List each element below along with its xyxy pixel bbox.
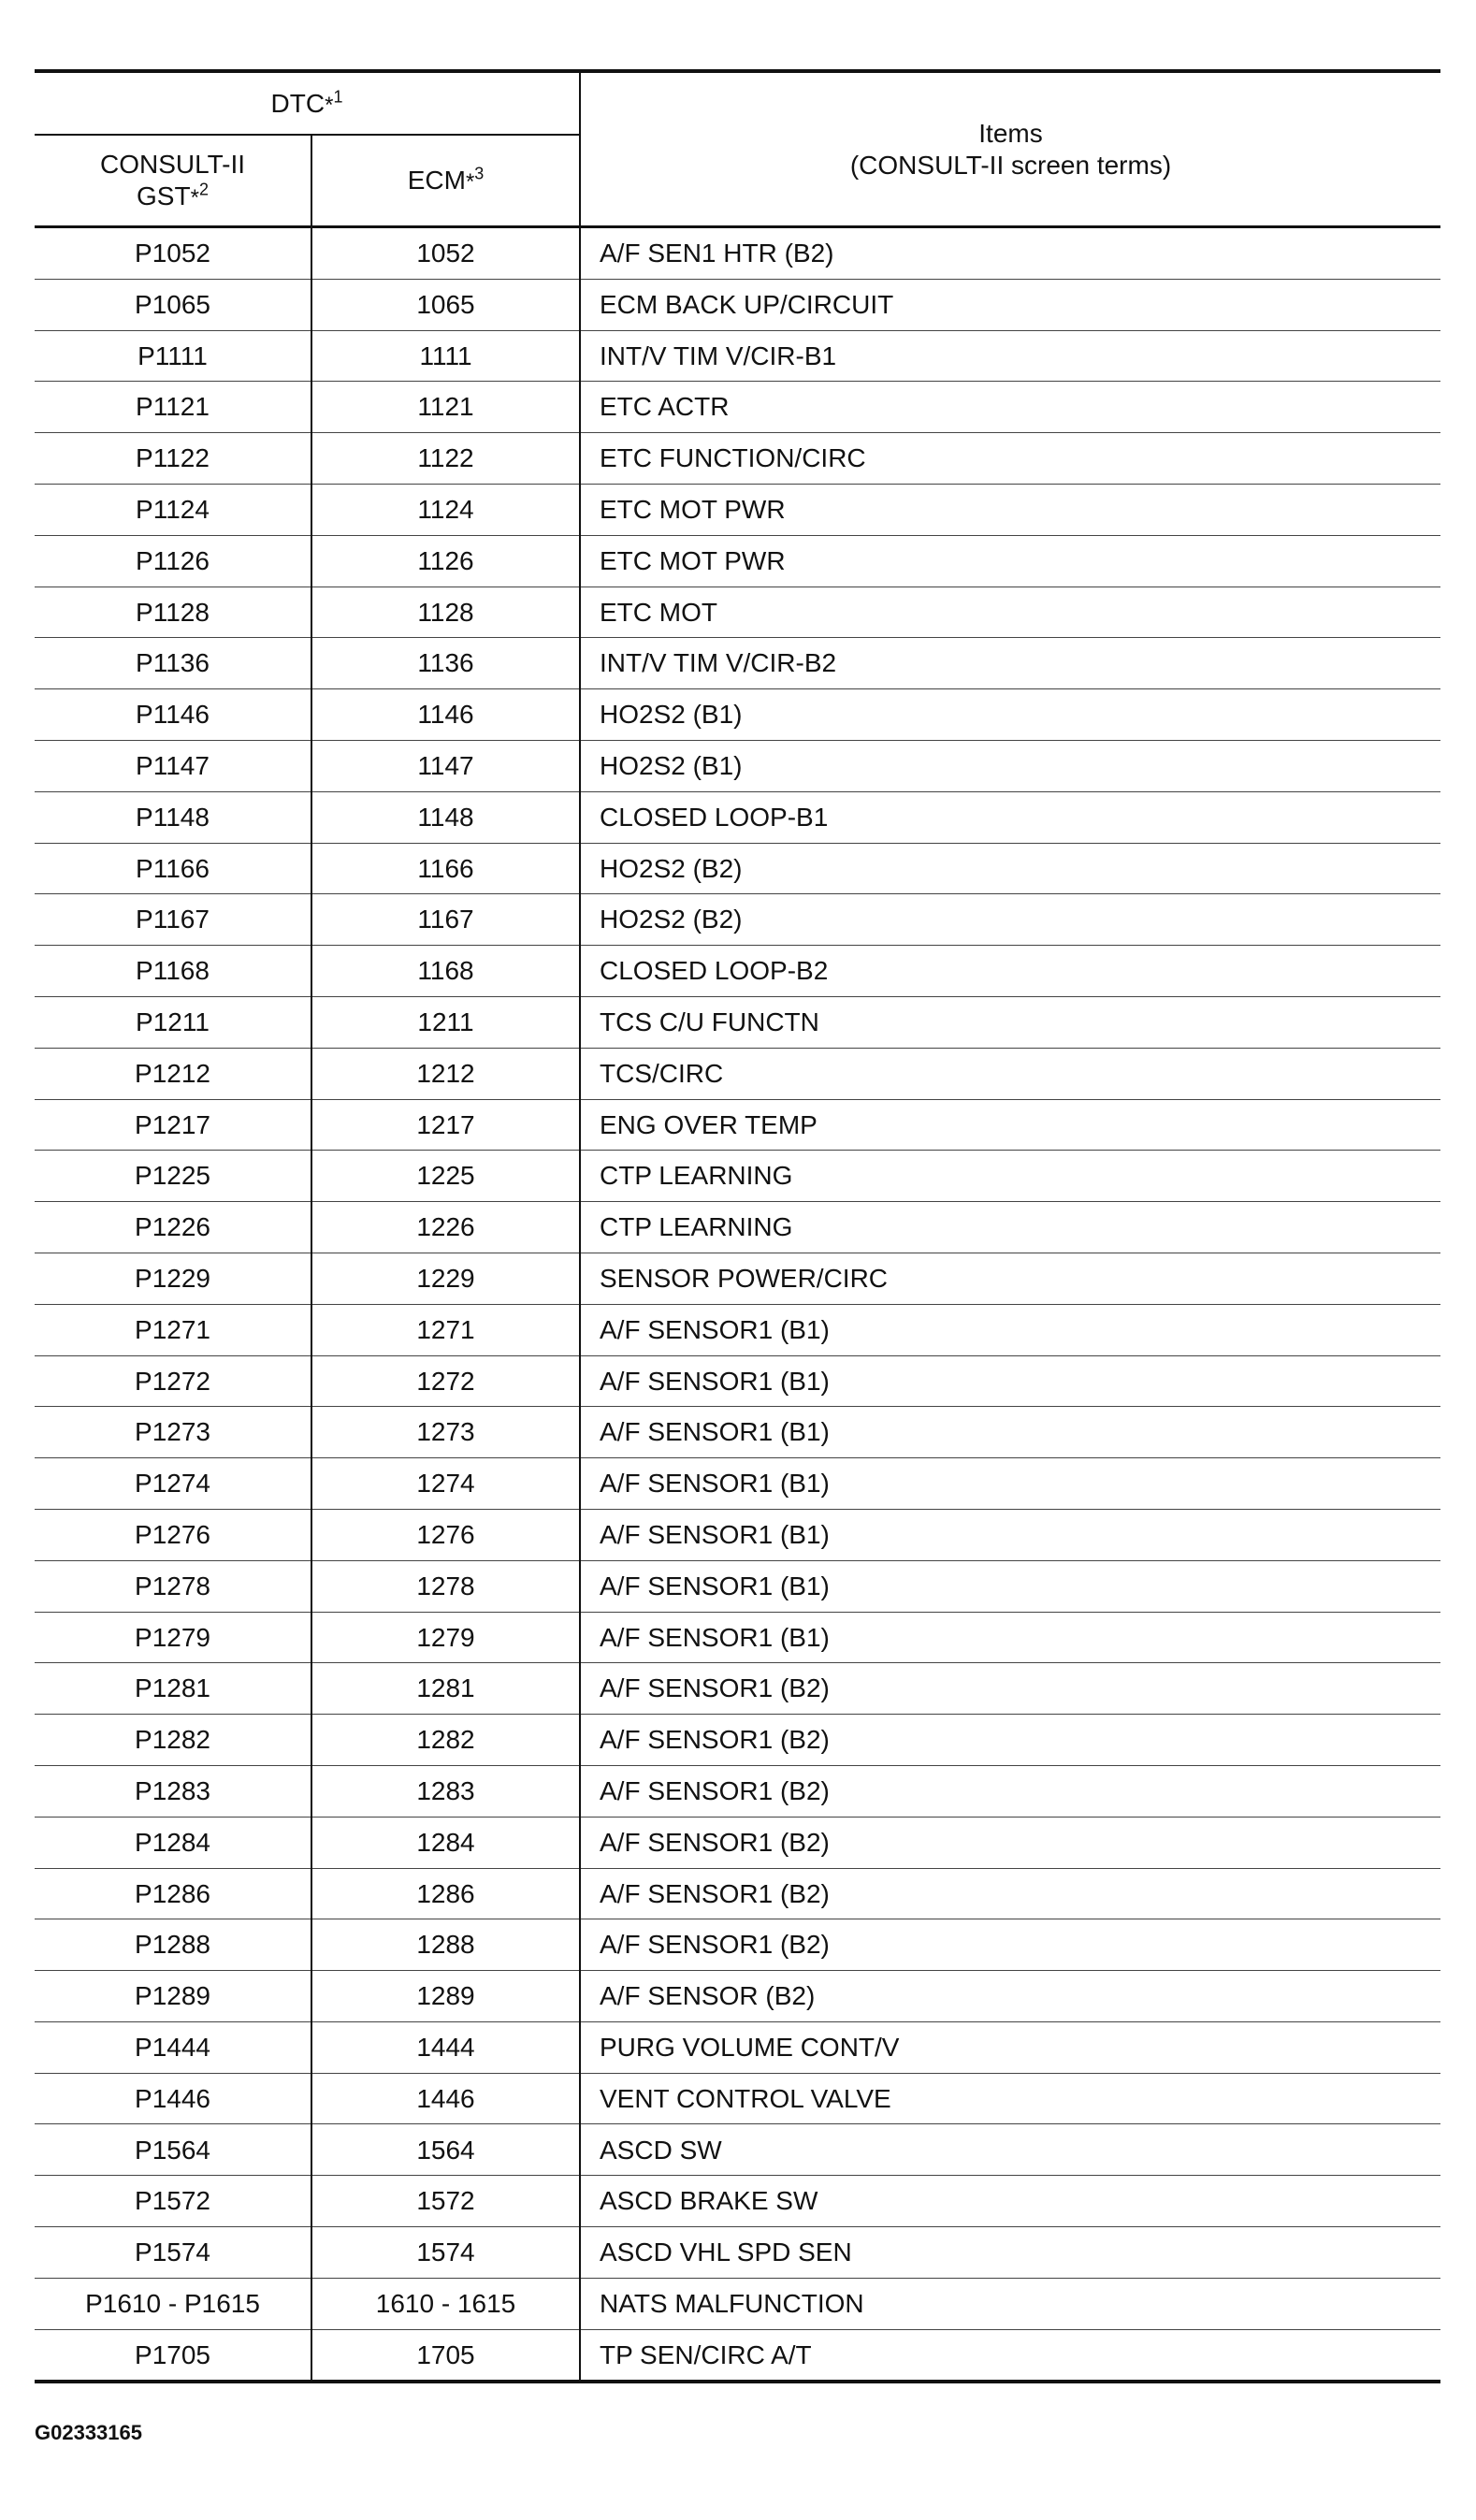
ecm-code-cell: 1574 — [311, 2227, 580, 2279]
consult-code-cell: P1147 — [35, 740, 311, 791]
item-cell: ASCD SW — [580, 2124, 1440, 2176]
table-row — [35, 638, 1440, 689]
consult-code-cell: P1065 — [35, 279, 311, 330]
table-row — [35, 1919, 1440, 1971]
table-row — [35, 1612, 1440, 1663]
ecm-code-cell: 1121 — [311, 382, 580, 433]
consult-code-cell: P1136 — [35, 638, 311, 689]
consult-code-cell: P1574 — [35, 2227, 311, 2279]
consult-code-cell: P1278 — [35, 1560, 311, 1612]
table-row — [35, 1202, 1440, 1253]
table-row — [35, 740, 1440, 791]
consult-code-cell: P1271 — [35, 1304, 311, 1355]
consult-code-cell: P1281 — [35, 1663, 311, 1715]
ecm-code-cell: 1166 — [311, 843, 580, 894]
item-cell: A/F SENSOR1 (B1) — [580, 1304, 1440, 1355]
ecm-code-cell: 1217 — [311, 1099, 580, 1151]
consult-code-cell: P1272 — [35, 1355, 311, 1407]
item-cell: CTP LEARNING — [580, 1151, 1440, 1202]
item-cell: ETC MOT PWR — [580, 484, 1440, 535]
table-row — [35, 1355, 1440, 1407]
table-row — [35, 1407, 1440, 1458]
item-cell: A/F SENSOR1 (B1) — [580, 1355, 1440, 1407]
ecm-code-cell: 1065 — [311, 279, 580, 330]
ecm-code-cell: 1212 — [311, 1048, 580, 1099]
ecm-code-cell: 1225 — [311, 1151, 580, 1202]
item-cell: TCS/CIRC — [580, 1048, 1440, 1099]
consult-code-cell: P1610 - P1615 — [35, 2278, 311, 2329]
gst-star: * — [190, 184, 199, 210]
ecm-footnote-ref: 3 — [474, 164, 485, 183]
item-cell: ASCD BRAKE SW — [580, 2176, 1440, 2227]
ecm-code-cell: 1126 — [311, 535, 580, 587]
ecm-code-cell: 1572 — [311, 2176, 580, 2227]
table-row — [35, 2073, 1440, 2124]
ecm-code-cell: 1147 — [311, 740, 580, 791]
table-row — [35, 433, 1440, 485]
dtc-table-container — [35, 69, 1440, 2383]
consult-code-cell: P1274 — [35, 1458, 311, 1510]
consult-code-cell: P1148 — [35, 791, 311, 843]
consult-code-cell: P1705 — [35, 2329, 311, 2382]
ecm-code-cell: 1274 — [311, 1458, 580, 1510]
table-row — [35, 894, 1440, 946]
table-row — [35, 1663, 1440, 1715]
table-row — [35, 1765, 1440, 1817]
consult-code-cell: P1276 — [35, 1509, 311, 1560]
table-row — [35, 2278, 1440, 2329]
item-cell: SENSOR POWER/CIRC — [580, 1253, 1440, 1304]
item-cell: A/F SENSOR1 (B2) — [580, 1919, 1440, 1971]
item-cell: ETC ACTR — [580, 382, 1440, 433]
item-cell: TP SEN/CIRC A/T — [580, 2329, 1440, 2382]
ecm-code-cell: 1168 — [311, 946, 580, 997]
ecm-code-cell: 1229 — [311, 1253, 580, 1304]
ecm-code-cell: 1284 — [311, 1817, 580, 1868]
consult-code-cell: P1126 — [35, 535, 311, 587]
item-cell: A/F SENSOR1 (B2) — [580, 1817, 1440, 1868]
item-cell: HO2S2 (B2) — [580, 894, 1440, 946]
table-row — [35, 1048, 1440, 1099]
ecm-code-cell: 1444 — [311, 2021, 580, 2073]
table-row — [35, 1817, 1440, 1868]
item-cell: A/F SENSOR1 (B1) — [580, 1509, 1440, 1560]
consult-code-cell: P1286 — [35, 1868, 311, 1919]
ecm-code-cell: 1288 — [311, 1919, 580, 1971]
consult-code-cell: P1217 — [35, 1099, 311, 1151]
item-cell: A/F SENSOR1 (B1) — [580, 1560, 1440, 1612]
table-row — [35, 484, 1440, 535]
consult-label: CONSULT-II — [99, 150, 246, 180]
ecm-label: ECM — [407, 166, 466, 196]
dtc-header — [35, 71, 580, 135]
item-cell: A/F SENSOR1 (B2) — [580, 1715, 1440, 1766]
consult-code-cell: P1167 — [35, 894, 311, 946]
table-row — [35, 330, 1440, 382]
item-cell: ENG OVER TEMP — [580, 1099, 1440, 1151]
consult-code-cell: P1211 — [35, 996, 311, 1048]
consult-code-cell: P1124 — [35, 484, 311, 535]
consult-code-cell: P1279 — [35, 1612, 311, 1663]
table-row — [35, 1253, 1440, 1304]
table-row — [35, 2227, 1440, 2279]
table-body — [35, 227, 1440, 2382]
table-row — [35, 946, 1440, 997]
consult-code-cell: P1273 — [35, 1407, 311, 1458]
item-cell: ETC MOT — [580, 587, 1440, 638]
ecm-code-cell: 1122 — [311, 433, 580, 485]
dtc-star: * — [325, 92, 334, 118]
consult-code-cell: P1283 — [35, 1765, 311, 1817]
item-cell: NATS MALFUNCTION — [580, 2278, 1440, 2329]
ecm-code-cell: 1136 — [311, 638, 580, 689]
item-cell: A/F SENSOR1 (B2) — [580, 1765, 1440, 1817]
consult-code-cell: P1146 — [35, 689, 311, 741]
ecm-code-cell: 1282 — [311, 1715, 580, 1766]
table-row — [35, 535, 1440, 587]
item-cell: A/F SENSOR1 (B1) — [580, 1612, 1440, 1663]
ecm-code-cell: 1610 - 1615 — [311, 2278, 580, 2329]
ecm-code-cell: 1279 — [311, 1612, 580, 1663]
items-label: Items — [978, 118, 1043, 148]
ecm-code-cell: 1281 — [311, 1663, 580, 1715]
ecm-code-cell: 1286 — [311, 1868, 580, 1919]
item-cell: HO2S2 (B1) — [580, 689, 1440, 741]
table-row — [35, 689, 1440, 741]
consult-code-cell: P1282 — [35, 1715, 311, 1766]
ecm-code-cell: 1289 — [311, 1971, 580, 2022]
items-sublabel: (CONSULT-II screen terms) — [849, 150, 1172, 180]
table-row — [35, 791, 1440, 843]
consult-code-cell: P1572 — [35, 2176, 311, 2227]
consult-code-cell: P1284 — [35, 1817, 311, 1868]
table-row — [35, 1971, 1440, 2022]
ecm-code-cell: 1128 — [311, 587, 580, 638]
dtc-footnote-ref: 1 — [333, 87, 343, 107]
ecm-code-cell: 1278 — [311, 1560, 580, 1612]
consult-code-cell: P1111 — [35, 330, 311, 382]
ecm-code-cell: 1211 — [311, 996, 580, 1048]
consult-code-cell: P1444 — [35, 2021, 311, 2073]
table-row — [35, 2124, 1440, 2176]
ecm-code-cell: 1283 — [311, 1765, 580, 1817]
consult-code-cell: P1121 — [35, 382, 311, 433]
ecm-code-cell: 1226 — [311, 1202, 580, 1253]
table-row — [35, 227, 1440, 280]
table-row — [35, 2329, 1440, 2382]
ecm-code-cell: 1446 — [311, 2073, 580, 2124]
item-cell: PURG VOLUME CONT/V — [580, 2021, 1440, 2073]
ecm-star: * — [465, 169, 475, 196]
document-id: G02333165 — [35, 2421, 142, 2444]
item-cell: ASCD VHL SPD SEN — [580, 2227, 1440, 2279]
consult-code-cell: P1288 — [35, 1919, 311, 1971]
ecm-code-cell: 1124 — [311, 484, 580, 535]
item-cell: A/F SEN1 HTR (B2) — [580, 227, 1440, 280]
consult-code-cell: P1289 — [35, 1971, 311, 2022]
table-row — [35, 382, 1440, 433]
item-cell: HO2S2 (B1) — [580, 740, 1440, 791]
consult-code-cell: P1225 — [35, 1151, 311, 1202]
table-row — [35, 2021, 1440, 2073]
consult-code-cell: P1166 — [35, 843, 311, 894]
ecm-code-cell: 1272 — [311, 1355, 580, 1407]
table-row — [35, 1099, 1440, 1151]
item-cell: CLOSED LOOP-B1 — [580, 791, 1440, 843]
table-row — [35, 1715, 1440, 1766]
consult-code-cell: P1446 — [35, 2073, 311, 2124]
item-cell: A/F SENSOR1 (B1) — [580, 1407, 1440, 1458]
ecm-code-cell: 1148 — [311, 791, 580, 843]
table-row — [35, 1304, 1440, 1355]
consult-code-cell: P1229 — [35, 1253, 311, 1304]
ecm-code-cell: 1052 — [311, 227, 580, 280]
item-cell: A/F SENSOR (B2) — [580, 1971, 1440, 2022]
ecm-code-cell: 1276 — [311, 1509, 580, 1560]
table-header — [35, 71, 1440, 227]
consult-gst-header — [35, 135, 311, 227]
item-cell: CLOSED LOOP-B2 — [580, 946, 1440, 997]
item-cell: CTP LEARNING — [580, 1202, 1440, 1253]
ecm-code-cell: 1273 — [311, 1407, 580, 1458]
ecm-code-cell: 1271 — [311, 1304, 580, 1355]
gst-label-line — [35, 181, 311, 212]
consult-code-cell: P1212 — [35, 1048, 311, 1099]
table-row — [35, 587, 1440, 638]
ecm-code-cell: 1146 — [311, 689, 580, 741]
item-cell: HO2S2 (B2) — [580, 843, 1440, 894]
consult-code-cell: P1226 — [35, 1202, 311, 1253]
item-cell: TCS C/U FUNCTN — [580, 996, 1440, 1048]
table-row — [35, 2176, 1440, 2227]
table-row — [35, 843, 1440, 894]
consult-code-cell: P1128 — [35, 587, 311, 638]
gst-footnote-ref: 2 — [198, 180, 209, 199]
table-row — [35, 279, 1440, 330]
item-cell: INT/V TIM V/CIR-B1 — [580, 330, 1440, 382]
ecm-code-cell: 1111 — [311, 330, 580, 382]
item-cell: A/F SENSOR1 (B2) — [580, 1663, 1440, 1715]
table-row — [35, 1458, 1440, 1510]
consult-code-cell: P1564 — [35, 2124, 311, 2176]
table-row — [35, 996, 1440, 1048]
items-header — [580, 71, 1440, 227]
ecm-code-cell: 1167 — [311, 894, 580, 946]
item-cell: ECM BACK UP/CIRCUIT — [580, 279, 1440, 330]
item-cell: INT/V TIM V/CIR-B2 — [580, 638, 1440, 689]
table-row — [35, 1868, 1440, 1919]
ecm-code-cell: 1705 — [311, 2329, 580, 2382]
ecm-header — [311, 135, 580, 227]
consult-code-cell: P1052 — [35, 227, 311, 280]
item-cell: ETC FUNCTION/CIRC — [580, 433, 1440, 485]
item-cell: VENT CONTROL VALVE — [580, 2073, 1440, 2124]
item-cell: A/F SENSOR1 (B1) — [580, 1458, 1440, 1510]
table-row — [35, 1560, 1440, 1612]
item-cell: A/F SENSOR1 (B2) — [580, 1868, 1440, 1919]
consult-code-cell: P1168 — [35, 946, 311, 997]
gst-label: GST — [137, 181, 191, 210]
ecm-code-cell: 1564 — [311, 2124, 580, 2176]
consult-code-cell: P1122 — [35, 433, 311, 485]
dtc-table — [35, 69, 1440, 2383]
table-row — [35, 1509, 1440, 1560]
item-cell: ETC MOT PWR — [580, 535, 1440, 587]
table-row — [35, 1151, 1440, 1202]
dtc-label: DTC — [270, 88, 326, 118]
